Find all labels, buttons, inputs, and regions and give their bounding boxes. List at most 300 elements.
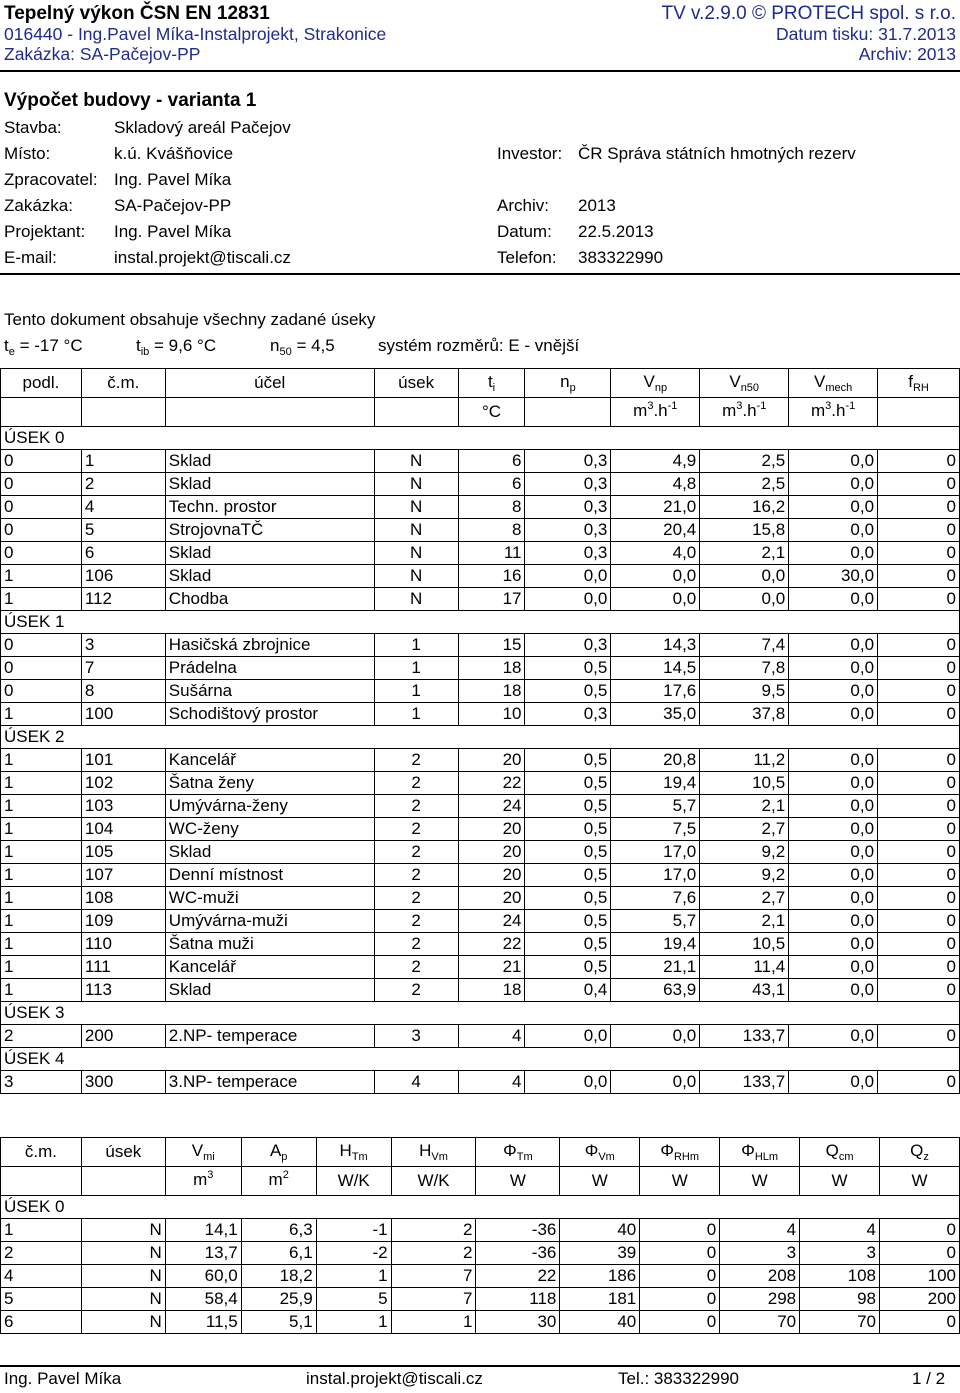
table-cell: Hasičská zbrojnice [165,634,374,657]
table-cell: 0 [878,1071,960,1094]
table-cell: 43,1 [700,979,789,1002]
table-cell: 0,5 [525,749,611,772]
table-cell: 0 [878,956,960,979]
footer-author: Ing. Pavel Míka [4,1369,122,1388]
table-cell: 4 [1,1265,82,1288]
telefon-label: Telefon: [497,248,557,267]
column-header-subscript: RH [912,382,929,394]
unit-exponent: -1 [845,400,856,412]
document-note: Tento dokument obsahuje všechny zadané úseky [4,310,376,329]
table-cell: 2 [1,1025,82,1048]
table-cell: 0 [1,657,82,680]
table-cell: 0,0 [789,1025,878,1048]
table-cell: 110 [81,933,165,956]
zpracovatel-label: Zpracovatel: [4,170,98,189]
table-cell: 0,0 [789,841,878,864]
table-cell: 1 [1,933,82,956]
table-cell: 18 [458,657,525,680]
table-cell: 0,0 [789,473,878,496]
table-cell: 109 [81,910,165,933]
table-cell: 2 [374,864,458,887]
datum-value: 22.5.2013 [578,222,654,241]
table-cell: Kancelář [165,749,374,772]
table-row [1,772,960,795]
table-cell: 0 [640,1288,720,1311]
table-cell: 30 [476,1311,560,1334]
table-cell: 1 [1,795,82,818]
table-cell: 2,7 [700,818,789,841]
table-cell: 0,0 [789,496,878,519]
projektant-value: Ing. Pavel Míka [114,222,232,241]
table-cell: Denní místnost [165,864,374,887]
document-title: Tepelný výkon ČSN EN 12831 [4,3,270,24]
column-header: $t_i$ [458,369,525,398]
table-cell: 2 [81,473,165,496]
misto-value: k.ú. Kvášňovice [114,144,234,163]
table-cell: 1 [1,703,82,726]
table-cell: 9,5 [700,680,789,703]
table-cell: 0 [878,473,960,496]
table-cell: 4 [81,496,165,519]
archive-info: Archiv: 2013 [858,44,956,64]
unit-cell [1,398,82,427]
table-cell: Sklad [165,473,374,496]
table-cell: 6 [81,542,165,565]
table-row [1,657,960,680]
table-row [1,1242,960,1265]
table-cell: 58,4 [165,1288,241,1311]
table-cell: 5 [1,1288,82,1311]
table-cell: 18 [458,979,525,1002]
table-cell: 0,0 [789,542,878,565]
table-cell: 113 [81,979,165,1002]
table-cell: Umývárna-ženy [165,795,374,818]
table-row [1,818,960,841]
table-cell: Šatna ženy [165,772,374,795]
table-cell: 6 [1,1311,82,1334]
table-cell: 100 [81,703,165,726]
column-header-subscript: i [492,382,496,394]
table-cell: -36 [476,1219,560,1242]
table-cell: 2 [374,772,458,795]
table-cell: 0 [878,450,960,473]
table-cell: 0,5 [525,657,611,680]
table-cell: 1 [1,772,82,795]
table-cell: 3.NP- temperace [165,1071,374,1094]
telefon-value: 383322990 [578,248,664,267]
table-cell: 2,1 [700,910,789,933]
order-info: Zakázka: SA-Pačejov-PP [4,44,201,64]
table-cell: 108 [800,1265,880,1288]
column-header: $\Phi_{HLm}$ [720,1138,800,1167]
table-cell: 200 [81,1025,165,1048]
table-cell: 2,5 [700,450,789,473]
table-cell: Šatna muži [165,933,374,956]
table-header-row [1,1138,960,1167]
section-row [1,427,960,450]
table-cell: 7,6 [611,887,700,910]
column-header: úsek [374,369,458,398]
unit-cell [878,398,960,427]
table-cell: 14,5 [611,657,700,680]
table-cell: 7,5 [611,818,700,841]
projektant-label: Projektant: [4,222,86,241]
table-cell: 0 [878,772,960,795]
table-cell: 0,0 [611,588,700,611]
table-cell: 8 [458,496,525,519]
table-cell: 0,5 [525,680,611,703]
table-row [1,1311,960,1334]
table-cell: 298 [720,1288,800,1311]
table-cell: 20 [458,749,525,772]
table-cell: 11 [458,542,525,565]
table-cell: 4,9 [611,450,700,473]
n50-param: $n_{50} = 4,5$ [270,336,335,358]
unit-cell: W [476,1167,560,1196]
table-row [1,795,960,818]
table-cell: 208 [720,1265,800,1288]
table-cell: 9,2 [700,841,789,864]
table-cell: 1 [1,818,82,841]
table-cell: 0,0 [700,565,789,588]
table-cell: N [81,1242,165,1265]
table-cell: WC-muži [165,887,374,910]
table-cell: 8 [458,519,525,542]
table-cell: 3 [81,634,165,657]
table-cell: 0,3 [525,450,611,473]
table-cell: 17,0 [611,864,700,887]
column-header-subscript: mi [203,1151,215,1163]
table-cell: 20 [458,864,525,887]
table-cell: Sušárna [165,680,374,703]
table-cell: 15,8 [700,519,789,542]
table-cell: 0,3 [525,634,611,657]
table-cell: 133,7 [700,1071,789,1094]
table-cell: 10,5 [700,933,789,956]
unit-cell [165,398,374,427]
table-cell: N [81,1219,165,1242]
table-cell: Sklad [165,450,374,473]
column-header-subscript: Tm [351,1151,368,1163]
table-cell: 0,5 [525,956,611,979]
table-cell: 0 [1,473,82,496]
table-cell: 15 [458,634,525,657]
table-row [1,703,960,726]
table-cell: 5,7 [611,795,700,818]
table-cell: 17,6 [611,680,700,703]
table-cell: 70 [800,1311,880,1334]
table-cell: 0 [1,450,82,473]
table-cell: 20 [458,887,525,910]
table-cell: 0,5 [525,841,611,864]
table-cell: 112 [81,588,165,611]
unit-exponent: -1 [756,400,767,412]
table-cell: 20 [458,841,525,864]
table-cell: 22 [476,1265,560,1288]
table-cell: 0 [640,1311,720,1334]
table-cell: 300 [81,1071,165,1094]
table-cell: 3 [720,1242,800,1265]
table-cell: 19,4 [611,772,700,795]
table-cell: 14,3 [611,634,700,657]
table-row [1,565,960,588]
table-cell: 3 [1,1071,82,1094]
table-cell: 4,8 [611,473,700,496]
table-cell: 2,7 [700,887,789,910]
table-cell: 0 [880,1242,960,1265]
table-cell: 40 [560,1311,640,1334]
table-row [1,1025,960,1048]
unit-cell [81,1167,165,1196]
table-cell: 0,5 [525,795,611,818]
table-cell: 18,2 [241,1265,316,1288]
table-cell: 70 [720,1311,800,1334]
table-cell: 5,1 [241,1311,316,1334]
table-cell: 0 [878,496,960,519]
table-cell: 101 [81,749,165,772]
footer-phone: Tel.: 383322990 [618,1369,739,1388]
unit-cell [81,398,165,427]
column-header: $A_p$ [241,1138,316,1167]
table-cell: 0 [640,1242,720,1265]
table-cell: 106 [81,565,165,588]
table-row [1,910,960,933]
unit-cell: W [720,1167,800,1196]
column-header-subscript: n50 [740,382,760,394]
table-cell: 2 [391,1242,476,1265]
table-cell: 35,0 [611,703,700,726]
column-header: $\Phi_{Vm}$ [560,1138,640,1167]
table-cell: 20,4 [611,519,700,542]
table-cell: 0,0 [789,979,878,1002]
table-cell: 0,0 [789,680,878,703]
table-row [1,979,960,1002]
table-cell: 103 [81,795,165,818]
table-cell: 17,0 [611,841,700,864]
table-row [1,496,960,519]
table-row [1,933,960,956]
section-label: ÚSEK 0 [1,427,960,450]
unit-cell: $m^2$ [241,1167,316,1196]
table-cell: 0,3 [525,496,611,519]
table-cell: 0,0 [525,1025,611,1048]
table-cell: 1 [81,450,165,473]
table-row [1,1265,960,1288]
table-cell: 0 [1,680,82,703]
te-param: $t_e = -17$ °C [4,336,83,358]
column-header-subscript: Vm [598,1151,615,1163]
table-cell: 4 [374,1071,458,1094]
table-cell: 21,0 [611,496,700,519]
table-cell: 0 [640,1219,720,1242]
table-cell: 0,0 [789,749,878,772]
table-cell: 1 [1,841,82,864]
column-header-subscript: mech [825,382,853,394]
table-cell: 24 [458,910,525,933]
table-cell: N [81,1311,165,1334]
table-cell: 1 [374,703,458,726]
table-cell: 0,0 [789,634,878,657]
table-cell: 4 [800,1219,880,1242]
unit-cell: $m^3.h^{-1}$ [700,398,789,427]
email-value: instal.projekt@tiscali.cz [114,248,291,267]
column-header-subscript: z [923,1151,929,1163]
table-cell: 0,5 [525,772,611,795]
table-cell: 11,5 [165,1311,241,1334]
table-cell: 0 [878,680,960,703]
investor-value: ČR Správa státních hmotných rezerv [578,144,856,163]
table-cell: 104 [81,818,165,841]
table-cell: 108 [81,887,165,910]
table-row [1,450,960,473]
table-cell: Chodba [165,588,374,611]
column-header: $Q_z$ [880,1138,960,1167]
datum-label: Datum: [497,222,552,241]
table-cell: 98 [800,1288,880,1311]
table-cell: 1 [1,565,82,588]
table-cell: 100 [880,1265,960,1288]
unit-cell [374,398,458,427]
column-header: $V_{np}$ [611,369,700,398]
table-cell: 0,0 [789,519,878,542]
table-row [1,473,960,496]
table-cell: 39 [560,1242,640,1265]
column-header: $\Phi_{Tm}$ [476,1138,560,1167]
table-cell: N [374,565,458,588]
table-cell: 0 [1,519,82,542]
table-cell: 6,1 [241,1242,316,1265]
table-cell: 4,0 [611,542,700,565]
table-cell: 0 [878,565,960,588]
zpracovatel-value: Ing. Pavel Míka [114,170,232,189]
table-cell: 17 [458,588,525,611]
table-cell: 1 [1,864,82,887]
column-header-subscript: p [281,1151,288,1163]
table-cell: 0,0 [789,450,878,473]
table-cell: 0,0 [789,818,878,841]
table-cell: 2 [391,1219,476,1242]
table-cell: 0 [878,657,960,680]
tib-param: $t_{ib} = 9,6$ °C [136,336,217,358]
table-cell: 2 [374,979,458,1002]
table-cell: 0,0 [789,864,878,887]
table-row [1,588,960,611]
table-cell: 0 [878,703,960,726]
table-cell: 181 [560,1288,640,1311]
company-info: 016440 - Ing.Pavel Míka-Instalprojekt, Strakonice [4,24,387,44]
table-cell: 16,2 [700,496,789,519]
section-label: ÚSEK 1 [1,611,960,634]
footer-divider [0,1365,960,1367]
table-row [1,680,960,703]
table-cell: 0,0 [789,795,878,818]
table-cell: Kancelář [165,956,374,979]
table-row [1,542,960,565]
table-cell: 0,0 [789,910,878,933]
table-cell: 7 [391,1288,476,1311]
table-row [1,634,960,657]
table-cell: 0,0 [611,565,700,588]
unit-cell [1,1167,82,1196]
table-cell: 0,4 [525,979,611,1002]
section-row [1,1002,960,1025]
column-header-subscript: RHm [673,1151,700,1163]
unit-exponent: 3 [647,400,654,412]
table-cell: 7 [391,1265,476,1288]
table-cell: 0 [878,933,960,956]
table-cell: 2,5 [700,473,789,496]
section-row [1,611,960,634]
table-cell: 19,4 [611,933,700,956]
table-cell: 6,3 [241,1219,316,1242]
section-label: ÚSEK 0 [1,1196,960,1219]
page-header [4,4,956,64]
table-cell: Schodištový prostor [165,703,374,726]
unit-exponent: 2 [282,1169,289,1181]
unit-cell: $m^3$ [165,1167,241,1196]
table-cell: 0 [878,887,960,910]
table-row [1,956,960,979]
units-row [1,398,960,427]
table-cell: 24 [458,795,525,818]
table-cell: -36 [476,1242,560,1265]
table-cell: 14,1 [165,1219,241,1242]
table-row [1,1219,960,1242]
table-cell: 60,0 [165,1265,241,1288]
table-cell: 0,0 [789,1071,878,1094]
investor-label: Investor: [497,144,563,163]
unit-cell: W [800,1167,880,1196]
table-cell: 63,9 [611,979,700,1002]
table-cell: 0 [880,1219,960,1242]
table-cell: 0 [1,542,82,565]
table-cell: 10 [458,703,525,726]
unit-exponent: 3 [736,400,743,412]
table-cell: StrojovnaTČ [165,519,374,542]
table-cell: 2,1 [700,542,789,565]
table-cell: 1 [1,979,82,1002]
column-header-subscript: cm [838,1151,854,1163]
column-header-subscript: Vm [431,1151,448,1163]
table-cell: 1 [374,680,458,703]
table-cell: 111 [81,956,165,979]
table-cell: 0,0 [789,887,878,910]
header-divider [0,70,960,72]
table-cell: Prádelna [165,657,374,680]
table-cell: 0 [1,496,82,519]
table-cell: 118 [476,1288,560,1311]
table-cell: 0,0 [611,1071,700,1094]
table-cell: 11,4 [700,956,789,979]
table-cell: 0,5 [525,933,611,956]
zakazka-value: SA-Pačejov-PP [114,196,232,215]
unit-exponent: 3 [207,1169,214,1181]
table-cell: 107 [81,864,165,887]
table-cell: Umývárna-muži [165,910,374,933]
table-cell: 4 [720,1219,800,1242]
page-number: 1 / 2 [912,1369,946,1388]
table-row [1,1071,960,1094]
table-cell: 5,7 [611,910,700,933]
stavba-label: Stavba: [4,118,62,137]
column-header: $H_{Vm}$ [391,1138,476,1167]
table-cell: 0,0 [789,657,878,680]
table-cell: 21 [458,956,525,979]
table-cell: 1 [316,1265,391,1288]
table-cell: 30,0 [789,565,878,588]
footer-email: instal.projekt@tiscali.cz [306,1369,483,1388]
table-cell: 1 [374,657,458,680]
